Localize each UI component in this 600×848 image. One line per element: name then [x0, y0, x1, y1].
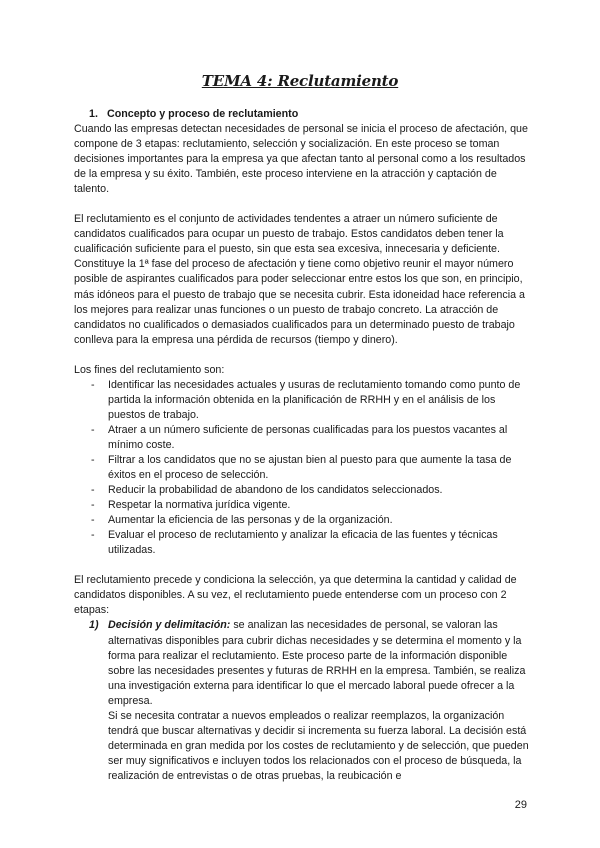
- step-term: Decisión y delimitación:: [108, 619, 231, 632]
- step-item: [74, 618, 534, 784]
- step-text: se analizan las necesidades de personal, se valoran las alternativas disponibles para cubrir dichas necesidades y se determina el momento y la forma para realizar el reclutamiento. Este proceso parte de la información disponible sobre las necesidades presentes y futuras de RRHH en la empresa. También, se realiza una investigación externa para identificar lo que el mercado laboral puede ofrecer a la empresa.: [108, 619, 526, 707]
- paragraph-fines-intro: Los fines del reclutamiento son:: [74, 363, 225, 376]
- list-item: - Aumentar la eficiencia de las personas y de la organización.: [74, 513, 534, 528]
- page-title: TEMA 4: Reclutamiento: [201, 72, 399, 90]
- step-continuation: Si se necesita contratar a nuevos empleados o realizar reemplazos, la organización tendrá que buscar alternativas y decidir si incrementa su fuerza laboral. La decisión está determinada en gran medida por los costes de reclutamiento y de selección, que pueden ser muy significativos e incluyen todos los relacionados con el proceso de búsqueda, la realización de entrevistas o de otras pruebas, la reubicación e: [108, 709, 529, 782]
- step-number: 1): [89, 619, 99, 632]
- paragraph-definition: El reclutamiento es el conjunto de actividades tendentes a atraer un número suficiente de candidatos cualificados para ocupar un puesto de trabajo. Estos candidatos deben tener la cualificación suficiente para el puesto, sin que esta sea excesiva, innecesaria y deficiente. Constituye la 1ª fase del proceso de afectación y tiene como objetivo reunir el mayor número posible de aspirantes cualificados para poder seleccionar entre estos los que son, en principio, más idóneos para el puesto de trabajo que se necesita cubrir. Esta idoneidad hace referencia a los mejores para realizar unas funciones o un puesto de trabajo concreto. La atracción de candidatos no cualificados o demasiados cualificados para un determinado puesto de trabajo conlleva para la empresa una pérdida de recursos (tiempo y dinero).: [74, 213, 525, 346]
- paragraph-intro: Cuando las empresas detectan necesidades de personal se inicia el proceso de afectación, que compone de 3 etapas: reclutamiento, selección y socialización. En este proceso se toman decisiones importantes para la empresa ya que afectan tanto al personal como a los resultados de la empresa y su éxito. También, este proceso interviene en la atracción y captación de talento.: [74, 123, 528, 196]
- fines-list: [74, 378, 534, 559]
- list-item: - Reducir la probabilidad de abandono de los candidatos seleccionados.: [74, 483, 534, 498]
- paragraph-spacer: [74, 197, 534, 212]
- list-item: - Evaluar el proceso de reclutamiento y analizar la eficacia de las fuentes y técnicas utilizadas.: [74, 528, 534, 558]
- list-item: - Identificar las necesidades actuales y usuras de reclutamiento tomando como punto de partida la información obtenida en la planificación de RRHH y en el análisis de los puestos de trabajo.: [74, 378, 534, 423]
- list-item: - Atraer a un número suficiente de personas cualificadas para los puestos vacantes al mínimo coste.: [74, 423, 534, 453]
- list-item: - Filtrar a los candidatos que no se ajustan bien al puesto para que aumente la tasa de éxitos en el proceso de selección.: [74, 453, 534, 483]
- section-number: 1.: [89, 108, 98, 120]
- document-body: [74, 107, 534, 784]
- list-item: - Respetar la normativa jurídica vigente.: [74, 498, 534, 513]
- paragraph-spacer: [74, 558, 534, 573]
- page-number: 29: [514, 799, 527, 811]
- paragraph-spacer: [74, 348, 534, 363]
- steps-list: [74, 618, 534, 784]
- section-heading: [89, 107, 534, 122]
- paragraph-closing: El reclutamiento precede y condiciona la selección, ya que determina la cantidad y calidad de candidatos disponibles. A su vez, el reclutamiento puede entenderse com un proceso con 2 etapas:: [74, 574, 517, 617]
- section-heading-text: Concepto y proceso de reclutamiento: [107, 108, 299, 120]
